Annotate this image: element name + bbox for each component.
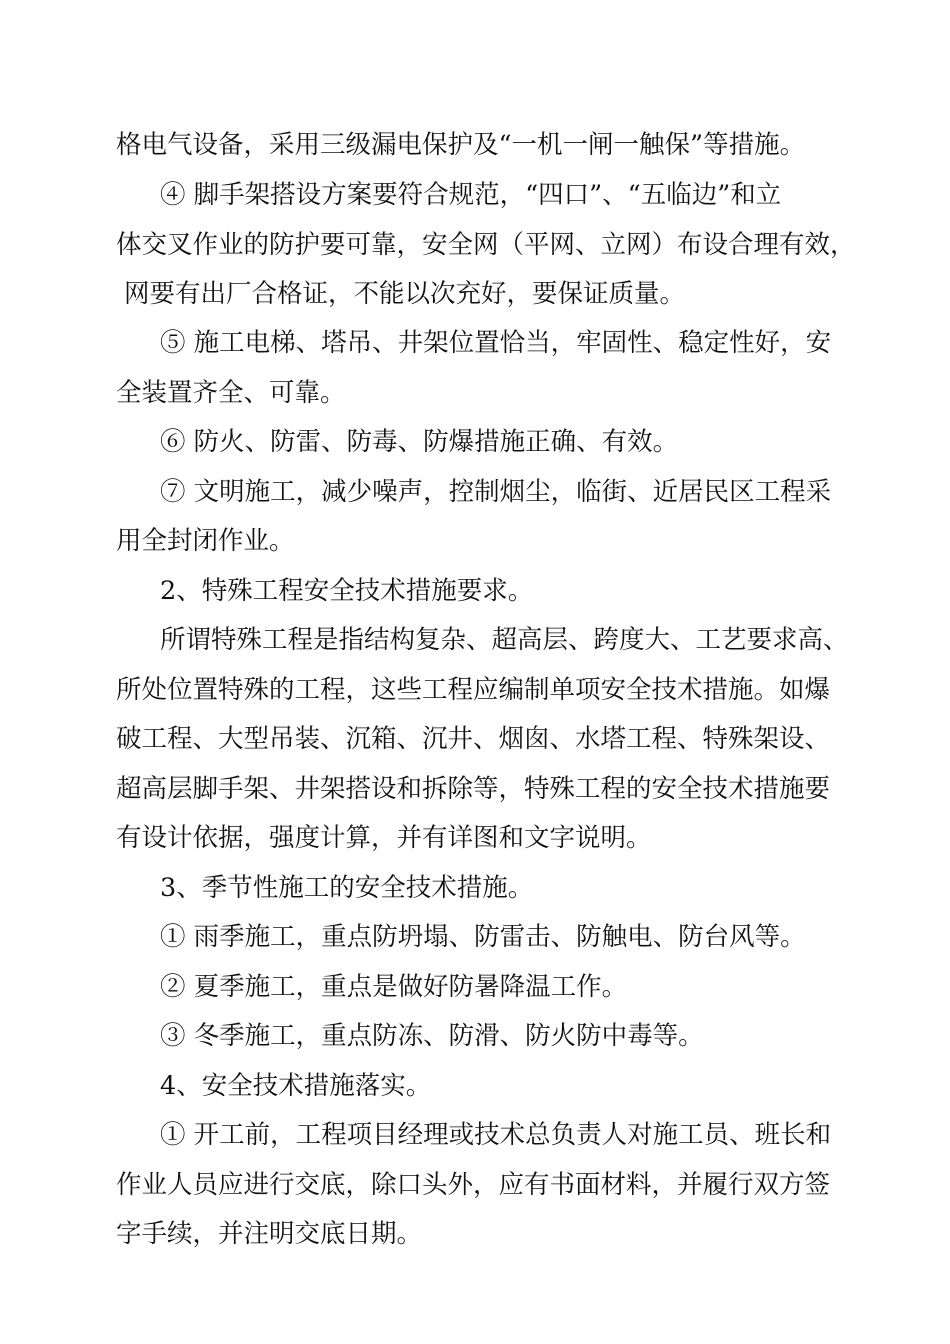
text-line-17: ① 雨季施工，重点防坍塌、防雷击、防触电、防台风等。 xyxy=(160,922,806,952)
text-line-3: 体交叉作业的防护要可靠，安全网（平网、立网）布设合理有效， xyxy=(116,230,856,260)
text-line-20: 4、安全技术措施落实。 xyxy=(160,1071,432,1101)
text-line-11: 所谓特殊工程是指结构复杂、超高层、跨度大、工艺要求高、 xyxy=(160,625,849,655)
text-line-9: 用全封闭作业。 xyxy=(116,526,295,556)
text-line-6: 全装置齐全、可靠。 xyxy=(116,378,346,408)
text-line-13: 破工程、大型吊装、沉箱、沉井、烟囱、水塔工程、特殊架设、 xyxy=(116,724,831,754)
text-line-8: ⑦ 文明施工，减少噪声，控制烟尘，临街、近居民区工程采 xyxy=(160,477,832,507)
text-line-22: 作业人员应进行交底，除口头外，应有书面材料，并履行双方签 xyxy=(116,1170,831,1200)
text-line-12: 所处位置特殊的工程，这些工程应编制单项安全技术措施。如爆 xyxy=(116,675,831,705)
text-line-10: 2、特殊工程安全技术措施要求。 xyxy=(160,576,534,606)
text-line-5: ⑤ 施工电梯、塔吊、井架位置恰当，牢固性、稳定性好，安 xyxy=(160,328,832,358)
text-line-4: 网要有出厂合格证，不能以次充好，要保证质量。 xyxy=(124,279,686,309)
text-line-15: 有设计依据，强度计算，并有详图和文字说明。 xyxy=(116,823,652,853)
text-line-1: 格电气设备，采用三级漏电保护及“一机一闸一触保”等措施。 xyxy=(116,130,806,160)
text-line-7: ⑥ 防火、防雷、防毒、防爆措施正确、有效。 xyxy=(160,427,679,457)
text-line-23: 字手续，并注明交底日期。 xyxy=(116,1219,423,1249)
text-line-21: ① 开工前，工程项目经理或技术总负责人对施工员、班长和 xyxy=(160,1120,832,1150)
text-line-19: ③ 冬季施工，重点防冻、防滑、防火防中毒等。 xyxy=(160,1021,704,1051)
text-line-18: ② 夏季施工，重点是做好防暑降温工作。 xyxy=(160,972,628,1002)
text-line-14: 超高层脚手架、井架搭设和拆除等，特殊工程的安全技术措施要 xyxy=(116,774,831,804)
text-line-2: ④ 脚手架搭设方案要符合规范，“四口”、“五临边”和立 xyxy=(160,180,782,210)
text-line-16: 3、季节性施工的安全技术措施。 xyxy=(160,873,534,903)
